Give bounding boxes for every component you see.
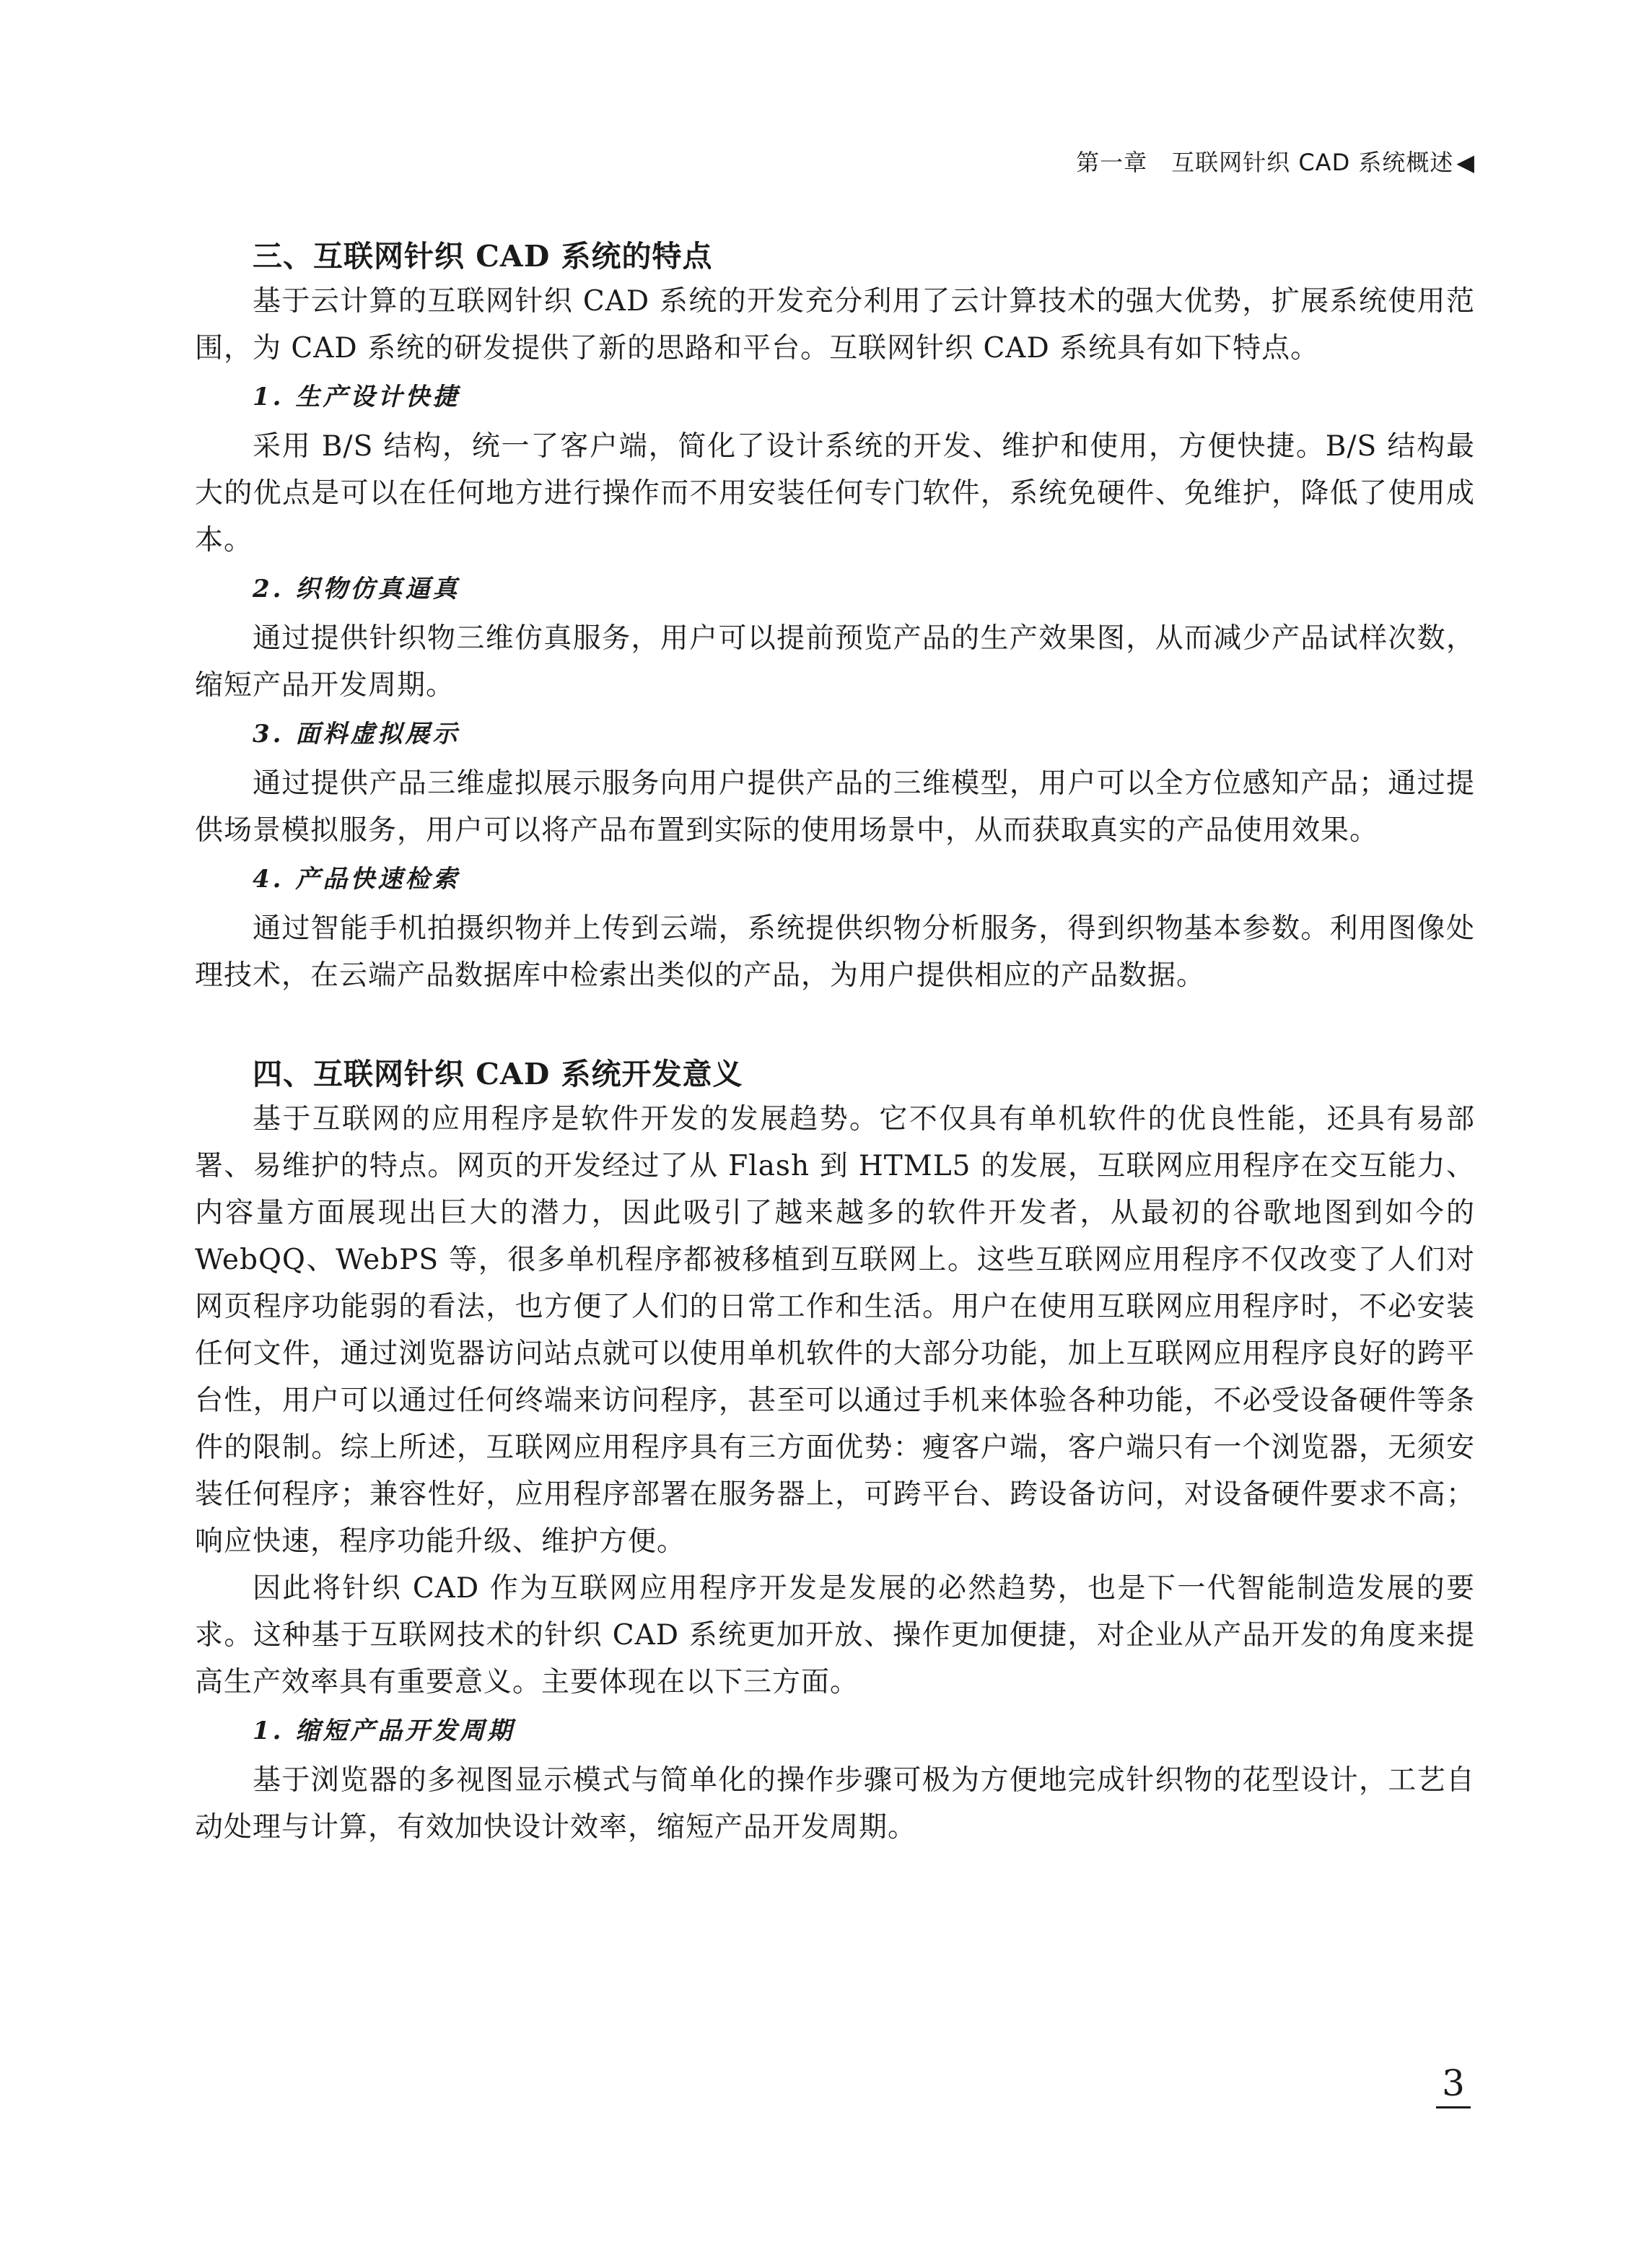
running-header-text: 第一章 互联网针织 CAD 系统概述 [1076,149,1454,176]
page-content [195,235,1475,1851]
page-number: 3 [1436,2062,1471,2108]
subsection-body: 采用 B/S 结构，统一了客户端，简化了设计系统的开发、维护和使用，方便快捷。B/S 结构最大的优点是可以在任何地方进行操作而不用安装任何专门软件，系统免硬件、免维护，降低了使用成本。 [195,430,1475,557]
subsection-body: 基于浏览器的多视图显示模式与简单化的操作步骤可极为方便地完成针织物的花型设计，工艺自动处理与计算，有效加快设计效率，缩短产品开发周期。 [195,1764,1475,1844]
section-3-title: 三、互联网针织 CAD 系统的特点 [253,239,713,274]
section-3-intro: 基于云计算的互联网针织 CAD 系统的开发充分利用了云计算技术的强大优势，扩展系统使用范围，为 CAD 系统的研发提供了新的思路和平台。互联网针织 CAD 系统具有如下特点。 [195,285,1475,365]
subsection-body: 通过提供产品三维虚拟展示服务向用户提供产品的三维模型，用户可以全方位感知产品；通过提供场景模拟服务，用户可以将产品布置到实际的使用场景中，从而获取真实的产品使用效果。 [195,767,1475,847]
running-header [1076,147,1475,178]
subsection-heading: 2. 织物仿真逼真 [253,575,460,603]
subsection-heading: 3. 面料虚拟展示 [253,720,460,749]
subsection-heading: 1. 生产设计快捷 [253,383,460,411]
section-4-paragraph-2: 因此将针织 CAD 作为互联网应用程序开发是发展的必然趋势，也是下一代智能制造发展的要求。这种基于互联网技术的针织 CAD 系统更加开放、操作更加便捷，对企业从产品开发的角度来提高生产效率具有重要意义。主要体现在以下三方面。 [195,1572,1475,1698]
subsection-heading: 1. 缩短产品开发周期 [253,1717,515,1745]
left-triangle-icon: ◀ [1456,149,1475,176]
subsection-body: 通过智能手机拍摄织物并上传到云端，系统提供织物分析服务，得到织物基本参数。利用图像处理技术，在云端产品数据库中检索出类似的产品，为用户提供相应的产品数据。 [195,912,1475,992]
subsection-heading: 4. 产品快速检索 [253,865,460,894]
section-4-paragraph-1: 基于互联网的应用程序是软件开发的发展趋势。它不仅具有单机软件的优良性能，还具有易部署、易维护的特点。网页的开发经过了从 Flash 到 HTML5 的发展，互联网应用程序在交互能力、内容量方面展现出巨大的潜力，因此吸引了越来越多的软件开发者，从最初的谷歌地图到如今的 WebQQ、WebPS 等，很多单机程序都被移植到互联网上。这些互联网应用程序不仅改变了人们对网页程序功能弱的看法，也方便了人们的日常工作和生活。用户在使用互联网应用程序时，不必安装任何文件，通过浏览器访问站点就可以使用单机软件的大部分功能，加上互联网应用程序良好的跨平台性，用户可以通过任何终端来访问程序，甚至可以通过手机来体验各种功能，不必受设备硬件等条件的限制。综上所述，互联网应用程序具有三方面优势：瘦客户端，客户端只有一个浏览器，无须安装任何程序；兼容性好，应用程序部署在服务器上，可跨平台、跨设备访问，对设备硬件要求不高；响应快速，程序功能升级、维护方便。 [195,1103,1475,1558]
subsection-body: 通过提供针织物三维仿真服务，用户可以提前预览产品的生产效果图，从而减少产品试样次数，缩短产品开发周期。 [195,622,1475,702]
section-4-title: 四、互联网针织 CAD 系统开发意义 [253,1057,743,1091]
